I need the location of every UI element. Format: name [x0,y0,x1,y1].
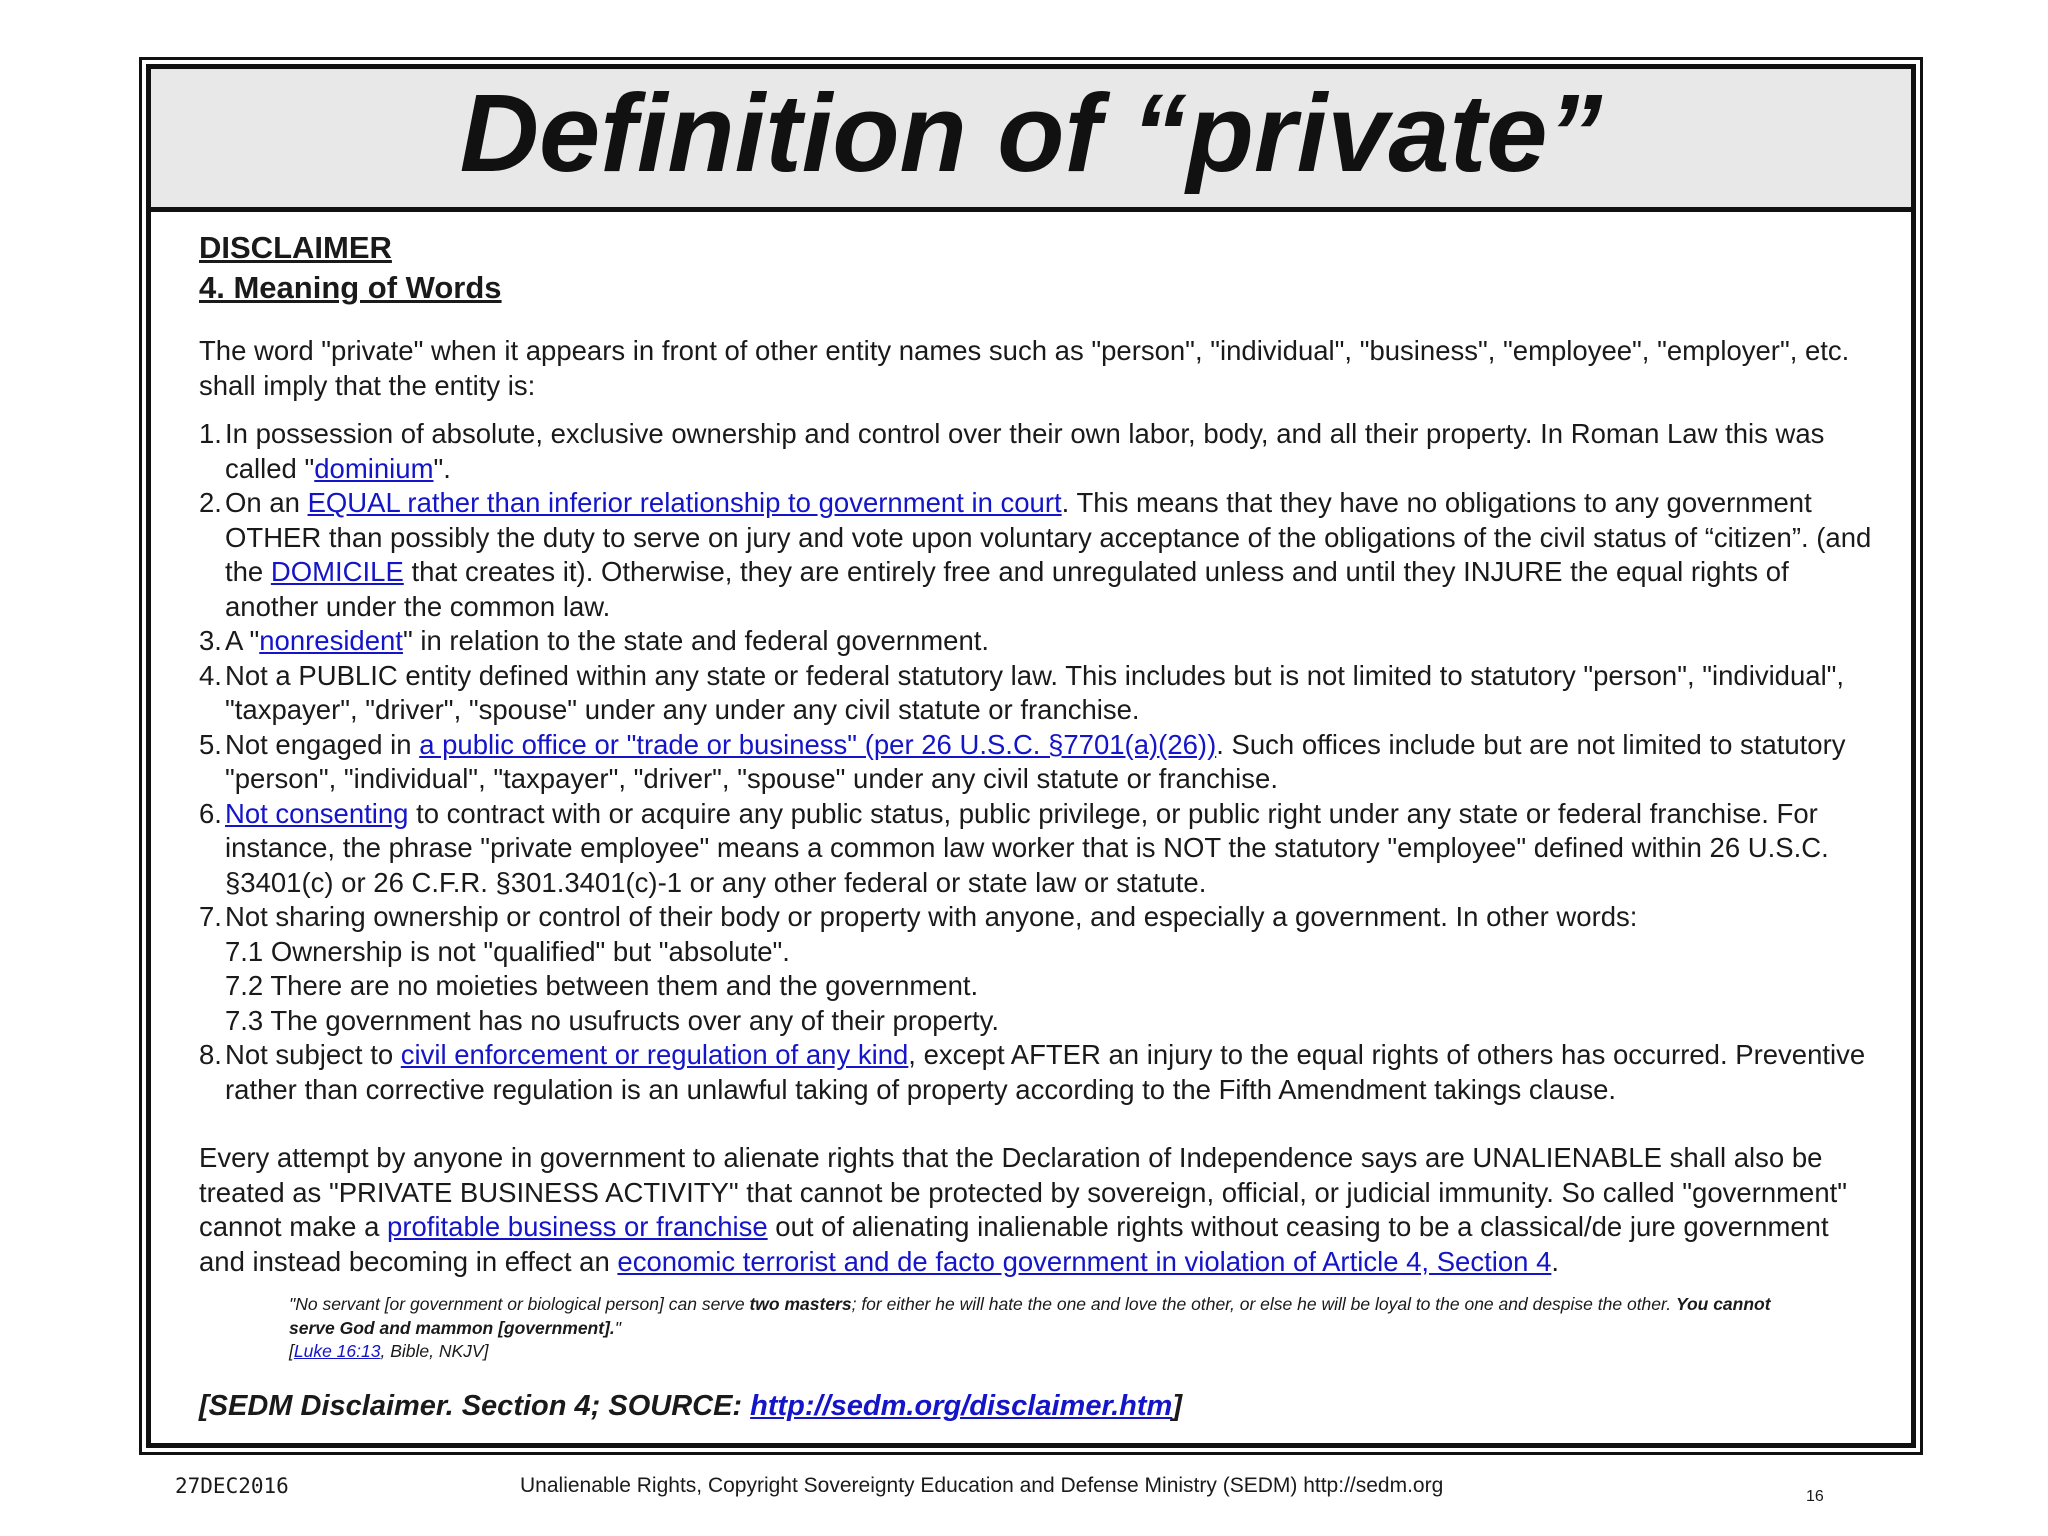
closing-paragraph: Every attempt by anyone in government to alienate rights that the Declaration of Independence says are UNALIENABLE shall also be treated as "PRIVATE BUSINESS ACTIVITY" that cannot be protected by sovereign, official, or judicial immunity. So called "government" cannot make a profitable business or franchise out of alienating inalienable rights without ceasing to be a classical/de jure government and instead becoming in effect an economic terrorist and de facto government in violation of Article 4, Section 4. [199,1142,1848,1277]
intro-paragraph: The word "private" when it appears in front of other entity names such as "person", "individual", "business", "employee", "employer", etc. shall imply that the entity is: [199,335,1850,401]
dominium-link[interactable]: dominium [314,452,434,484]
luke-link[interactable]: Luke 16:13 [293,1341,381,1361]
nonresident-link[interactable]: nonresident [259,625,403,656]
definition-list [199,417,1879,1107]
slide-title: Definition of “private” [459,72,1603,195]
sub-item: 7.2 There are no moieties between them and the government. [225,970,979,1001]
list-item: 1. In possession of absolute, exclusive ownership and control over their own labor, body, and all their property. In Roman Law this was called "dominium". [199,418,1825,484]
public-office-link[interactable]: a public office or "trade or business" (per 26 U.S.C. §7701(a)(26)) [419,728,1217,760]
meaning-of-words-heading: 4. Meaning of Words [199,270,502,305]
list-item: 8. Not subject to civil enforcement or regulation of any kind, except AFTER an injury to the equal rights of others has occurred. Preventive rather than corrective regulation is an unlawful taking of property according to the Fifth Amendment takings clause. [199,1039,1866,1105]
list-item: 7. Not sharing ownership or control of their body or property with anyone, and especially a government. In other words: 7.1 Ownership is not "qualified" but "absolute". 7.2 There are no moieties between them and the government. 7.3 The government has no usufructs over any of their property. [199,900,1879,1038]
domicile-link[interactable]: DOMICILE [270,556,404,587]
list-item: 5. Not engaged in a public office or "trade or business" (per 26 U.S.C. §7701(a)(26)). Such offices include but are not limited to statutory "person", "individual", "taxpayer", "driver", "spouse" under any civil statute or franchise. [199,728,1846,794]
list-item: 3. A "nonresident" in relation to the state and federal government. [199,625,990,656]
sedm-disclaimer-link[interactable]: http://sedm.org/disclaimer.htm [750,1389,1173,1422]
list-item: 2. On an EQUAL rather than inferior relationship to government in court. This means that they have no obligations to any government OTHER than possibly the duty to serve on jury and vote upon voluntary acceptance of the obligations of the civil status of “citizen”. (and the DOMICILE that creates it). Otherwise, they are entirely free and unregulated unless and until they INJURE the equal rights of another under the common law. [199,487,1872,622]
not-consenting-link[interactable]: Not consenting [225,797,409,829]
list-item: 4. Not a PUBLIC entity defined within any state or federal statutory law. This includes but is not limited to statutory "person", "individual", "taxpayer", "driver", "spouse" under any under any civil statute or franchise. [199,659,1845,725]
list-item: 6. Not consenting to contract with or acquire any public status, public privilege, or public right under any state or federal franchise. For instance, the phrase "private employee" means a common law worker that is NOT the statutory "employee" defined within 26 U.S.C. §3401(c) or 26 C.F.R. §301.3401(c)-1 or any other federal or state law or statute. [199,797,1829,898]
slide-content [199,228,1879,1424]
page-number: 16 [1806,1488,1824,1505]
sub-item: 7.3 The government has no usufructs over any of their property. [225,1004,999,1036]
source-citation: [SEDM Disclaimer. Section 4; SOURCE: http://sedm.org/disclaimer.htm] [199,1389,1183,1422]
footer-date: 27DEC2016 [175,1474,289,1498]
footer-copyright: Unalienable Rights, Copyright Sovereignty Education and Defense Ministry (SEDM) http://sedm.org [520,1474,1444,1497]
economic-terrorist-link[interactable]: economic terrorist and de facto government in violation of Article 4, Section 4 [617,1245,1552,1277]
title-divider [151,207,1911,212]
bible-quote: "No servant [or government or biological person] can serve two masters; for either he will hate the one and love the other, or else he will be loyal to the one and despise the other. You cannot serve God and mammon [government]." [Luke 16:13, Bible, NKJV] [289,1294,1771,1361]
equal-relationship-link[interactable]: EQUAL rather than inferior relationship to government in court [307,487,1062,518]
civil-enforcement-link[interactable]: civil enforcement or regulation of any kind [400,1039,909,1070]
profitable-business-link[interactable]: profitable business or franchise [387,1211,768,1242]
disclaimer-heading: DISCLAIMER [199,230,392,265]
sub-item: 7.1 Ownership is not "qualified" but "absolute". [225,935,790,967]
